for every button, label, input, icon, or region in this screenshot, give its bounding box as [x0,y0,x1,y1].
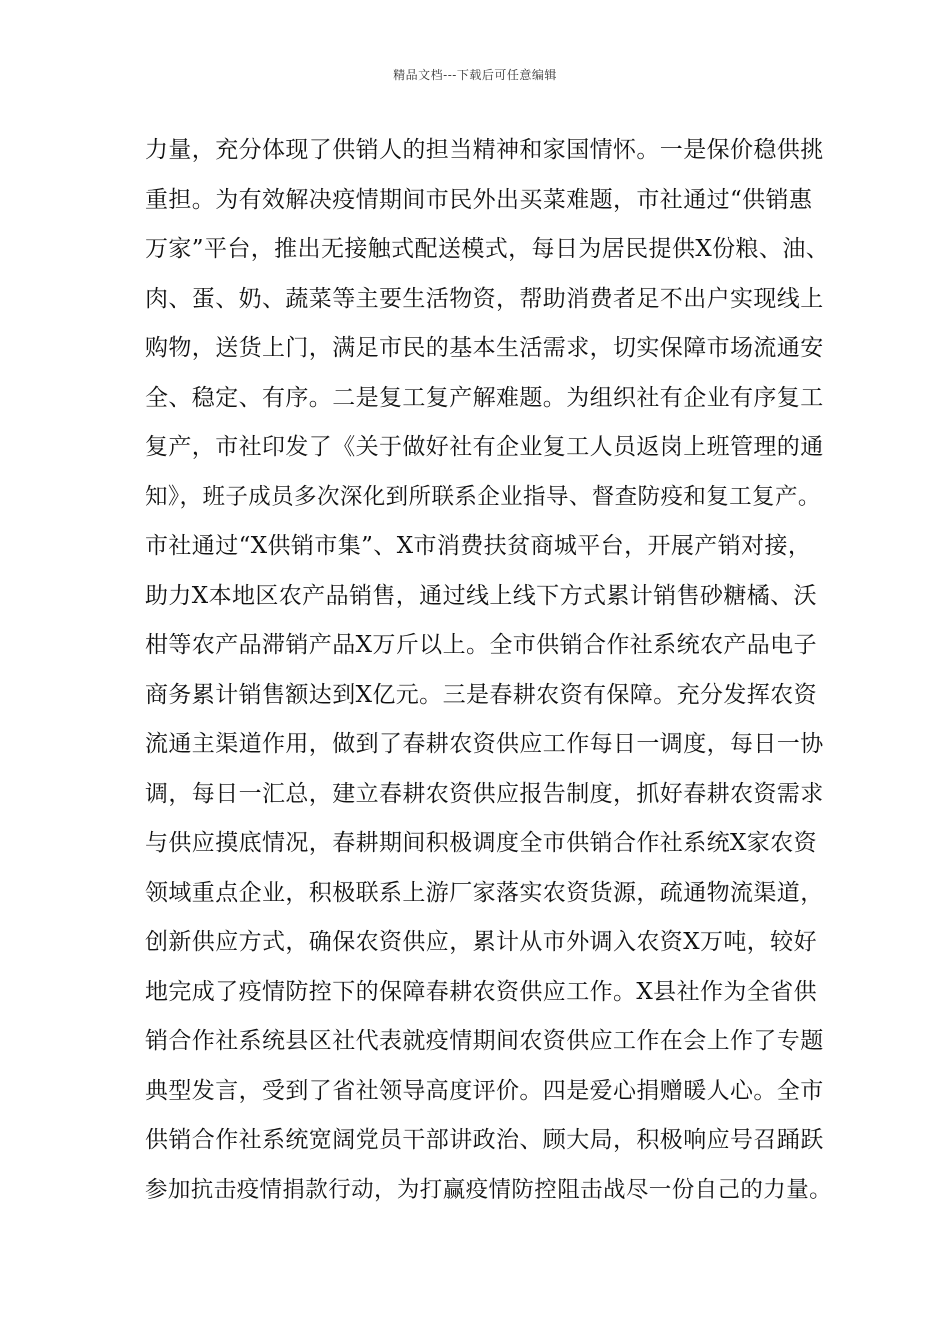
text-line: 地完成了疫情防控下的保障春耕农资供应工作。X县社作为全省供 [145,978,817,1005]
page-header: 精品文档---下载后可任意编辑 [393,68,557,82]
text-line: 购物，送货上门，满足市民的基本生活需求，切实保障市场流通安 [145,335,824,361]
text-line: 调，每日一汇总，建立春耕农资供应报告制度，抓好春耕农资需求 [145,780,824,807]
text-line: 重担。为有效解决疫情期间市民外出买菜难题，市社通过“供销惠 [145,186,813,213]
text-line: 流通主渠道作用，做到了春耕农资供应工作每日一调度，每日一协 [145,731,824,757]
text-line: 领域重点企业，积极联系上游厂家落实农资货源，疏通物流渠道， [145,879,824,906]
body-paragraph [145,126,835,1215]
text-line: 知》，班子成员多次深化到所联系企业指导、督查防疫和复工复产。 [145,483,821,510]
text-line: 肉、蛋、奶、蔬菜等主要生活物资，帮助消费者足不出户实现线上 [145,285,824,312]
text-line: 典型发言，受到了省社领导高度评价。四是爱心捐赠暖人心。全市 [145,1077,824,1104]
text-line: 参加抗击疫情捐款行动，为打赢疫情防控阻击战尽一份自己的力量。 [145,1176,833,1203]
text-line: 柑等农产品滞销产品X万斤以上。全市供销合作社系统农产品电子 [145,632,817,658]
text-line: 助力X本地区农产品销售，通过线上线下方式累计销售砂糖橘、沃 [145,582,817,609]
text-line: 万家”平台，推出无接触式配送模式，每日为居民提供X份粮、油、 [145,236,830,262]
text-line: 供销合作社系统宽阔党员干部讲政治、顾大局，积极响应号召踊跃 [145,1127,824,1153]
text-line: 商务累计销售额达到X亿元。三是春耕农资有保障。充分发挥农资 [145,681,817,708]
text-line: 力量，充分体现了供销人的担当精神和家国情怀。一是保价稳供挑 [145,137,824,163]
text-line: 复产，市社印发了《关于做好社有企业复工人员返岗上班管理的通 [145,434,824,460]
text-line: 全、稳定、有序。二是复工复产解难题。为组织社有企业有序复工 [145,384,824,411]
text-line: 创新供应方式，确保农资供应，累计从市外调入农资X万吨，较好 [145,929,817,955]
text-line: 销合作社系统县区社代表就疫情期间农资供应工作在会上作了专题 [145,1028,824,1054]
text-line: 市社通过“X供销市集”、X市消费扶贫商城平台，开展产销对接， [145,533,812,559]
text-line: 与供应摸底情况，春耕期间积极调度全市供销合作社系统X家农资 [145,830,817,856]
